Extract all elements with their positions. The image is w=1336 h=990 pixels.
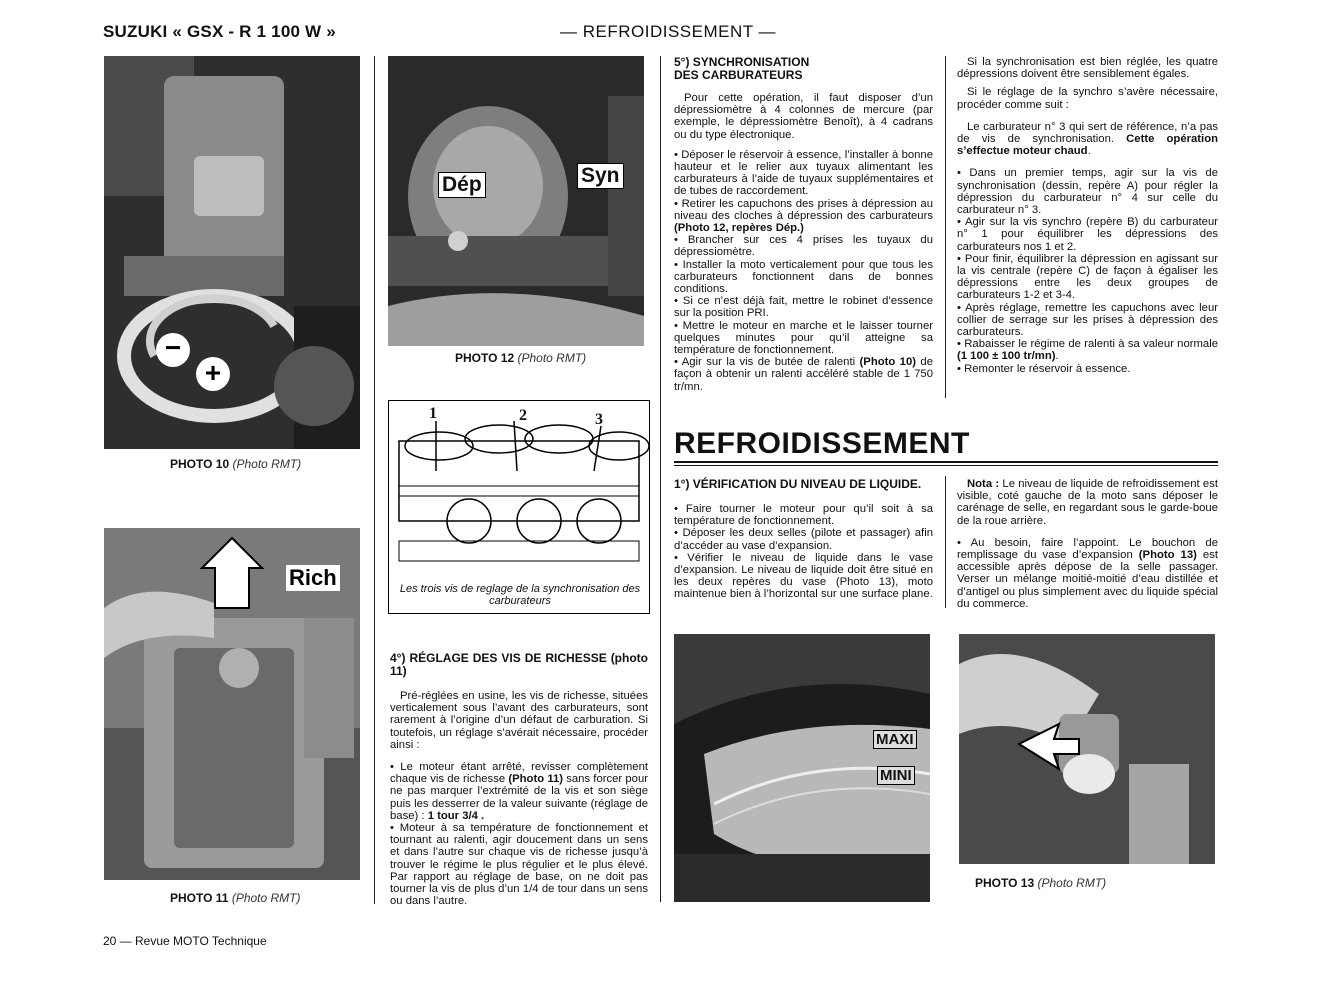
section-5-step-6: • Mettre le moteur en marche et le laisser tourner quelques minutes pour qu’il atteigne sa température de fonctionnement. <box>674 319 933 357</box>
section-5-step-7: • Agir sur la vis de butée de ralenti (Photo 10) de façon à obtenir un ralenti accéléré stable de 1 750 tr/mn. <box>674 356 933 393</box>
cooling-step-1: • Faire tourner le moteur pour qu’il soit à sa température de fonctionnement. <box>674 503 933 528</box>
header-title: SUZUKI « GSX - R 1 100 W » <box>103 22 336 41</box>
section-4-intro: Pré-réglées en usine, les vis de richesse, situées verticalement sous l’avant des carburateurs, sont rarement à l’origine d’un défaut de carburation. Si toutefois, un réglage s’avérait nécessaire, procéder ainsi : <box>390 690 648 751</box>
cooling-step-3: • Vérifier le niveau de liquide dans le vase d’expansion. Le niveau de liquide doit être situé en les deux repères du vase (Photo 13), moto maintenue bien à l’horizontal sur une surface plane. <box>674 551 933 601</box>
dep-label: Dép <box>438 172 486 198</box>
diagram-caption: Les trois vis de reglage de la synchronisation des carburateurs <box>399 583 641 607</box>
photo-12-caption <box>455 351 586 365</box>
section-5-heading-line-2: DES CARBURATEURS <box>674 68 803 82</box>
section-5-heading-line-1: 5°) SYNCHRONISATION <box>674 55 810 69</box>
section-4-step-2: • Moteur à sa température de fonctionnement et tournant au ralenti, agir doucement dans un sens et dans l’autre sur chaque vis de richesse jusqu’à trouver le régime le plus régulier et le plus élevé. Par rapport au réglage de base, on ne doit pas tourner la vis de plus d’un 1/4 de tour dans un sens ou dans l’autre. <box>390 822 648 908</box>
diagram-marker-3: 3 <box>595 411 603 428</box>
section-5-procedure-intro: Si le réglage de la synchro s’avère nécessaire, procéder comme suit : <box>957 86 1218 111</box>
section-5-continued <box>957 56 1218 375</box>
section-5-reference-note: Le carburateur n° 3 qui sert de référence, n’a pas de vis de synchronisation. Cette opération s’effectue moteur chaud. <box>957 120 1218 158</box>
rich-label: Rich <box>286 565 340 591</box>
photo-12-label: PHOTO 12 <box>455 351 515 365</box>
photo-11-label: PHOTO 11 <box>170 891 229 905</box>
title-rule <box>674 461 1218 463</box>
photo-12 <box>388 56 644 346</box>
section-title: REFROIDISSEMENT <box>674 427 970 460</box>
section-5-adjust-3: • Pour finir, équilibrer la dépression en agissant sur la vis centrale (repère C) de façon à égaliser les dépressions entre les deux groupes de carburateurs 1-2 et 3-4. <box>957 252 1218 302</box>
expansion-tank-photo <box>674 634 930 902</box>
section-header: — REFROIDISSEMENT — <box>560 22 777 41</box>
diagram-marker-2: 2 <box>519 407 527 424</box>
page-footer: 20 — Revue MOTO Technique <box>103 934 267 948</box>
photo-13-image <box>959 634 1215 864</box>
section-5-equal-note: Si la synchronisation est bien réglée, les quatre dépressions doivent être sensiblement égales. <box>957 56 1218 81</box>
cooling-check <box>674 478 933 601</box>
photo-13 <box>959 634 1215 864</box>
section-4-heading: 4°) RÉGLAGE DES VIS DE RICHESSE (photo 11) <box>390 651 648 678</box>
photo-13-credit: (Photo RMT) <box>1037 876 1107 890</box>
section-5-adjust-1: • Dans un premier temps, agir sur la vis de synchronisation (dessin, repère A) pour régler la dépression du carburateur n° 4 sur celle du carburateur n° 3. <box>957 167 1218 217</box>
photo-11 <box>104 528 360 880</box>
column-rule <box>374 56 375 904</box>
column-rule <box>660 56 661 902</box>
column-rule <box>945 56 946 398</box>
section-5-adjust-6: • Remonter le réservoir à essence. <box>957 362 1131 375</box>
maxi-label: MAXI <box>873 730 917 749</box>
title-rule-thin <box>674 465 1218 466</box>
photo-12-credit: (Photo RMT) <box>517 351 587 365</box>
section-5 <box>674 56 933 393</box>
syn-label: Syn <box>577 163 624 189</box>
cooling-check-heading: 1°) VÉRIFICATION DU NIVEAU DE LIQUIDE. <box>674 477 922 491</box>
section-5-step-4: • Installer la moto verticalement pour que tous les carburateurs fonctionnent dans de bonnes conditions. <box>674 258 933 296</box>
section-5-step-5: • Si ce n’est déjà fait, mettre le robinet d’essence sur la position PRI. <box>674 295 933 320</box>
photo-10-caption <box>170 457 301 471</box>
section-5-adjust-2: • Agir sur la vis synchro (repère B) du carburateur n° 1 pour équilibrer les dépressions des carburateurs nos 1 et 2. <box>957 216 1218 253</box>
photo-11-caption <box>170 891 301 905</box>
photo-10-label: PHOTO 10 <box>170 457 230 471</box>
section-5-adjust-5: • Rabaisser le régime de ralenti à sa valeur normale (1 100 ± 100 tr/mn). <box>957 338 1218 363</box>
photo-13-label: PHOTO 13 <box>975 876 1035 890</box>
photo-13-caption <box>975 876 1106 890</box>
photo-10-image <box>104 56 360 449</box>
section-5-intro: Pour cette opération, il faut disposer d’un dépressiomètre à 4 colonnes de mercure (par exemple, le dépressiomètre Benoît), à 4 cadrans ou du type électronique. <box>674 92 933 141</box>
cooling-step-2: • Déposer les deux selles (pilote et passager) afin d’accéder au vase d’expansion. <box>674 527 933 552</box>
section-4-step-1: • Le moteur étant arrêté, revisser complètement chaque vis de richesse (Photo 11) sans forcer pour ne pas marquer l’extrémité de la vis et son siège puis les desserrer de la valeur suivante (réglage de base) : 1 tour 3/4 . <box>390 761 649 822</box>
section-4 <box>390 652 648 913</box>
minus-icon: − <box>156 333 190 367</box>
section-5-step-2: • Retirer les capuchons des prises à dépression au niveau des cloches à dépression des carburateurs (Photo 12, repères Dép.) <box>674 197 933 235</box>
mini-label: MINI <box>877 766 915 785</box>
cooling-note <box>957 478 1218 610</box>
plus-icon: + <box>196 357 230 391</box>
diagram-marker-1: 1 <box>429 405 437 422</box>
photo-10 <box>104 56 360 449</box>
cooling-step-4: • Au besoin, faire l’appoint. Le bouchon de remplissage du vase d’expansion (Photo 13) est accessible après dépose de la selle passager. Verser un mélange moitié-moitié d’eau distillée et d’antigel ou plus simplement avec du liquide spécial du commerce. <box>957 536 1218 610</box>
section-5-adjust-4: • Après réglage, remettre les capuchons avec leur collier de serrage sur les prises à dépression des carburateurs. <box>957 301 1218 339</box>
carburetor-drawing <box>389 401 649 573</box>
photo-11-credit: (Photo RMT) <box>231 891 301 905</box>
carburetor-diagram <box>388 400 650 614</box>
photo-12-image <box>388 56 644 346</box>
section-5-step-3: • Brancher sur ces 4 prises les tuyaux du dépressiomètre. <box>674 234 933 259</box>
photo-10-credit: (Photo RMT) <box>232 457 302 471</box>
nota: Nota : Le niveau de liquide de refroidissement est visible, coté gauche de la moto sans déposer le carénage de selle, en regardant sous le garde-boue de la roue arrière. <box>957 478 1218 527</box>
column-rule <box>945 476 946 608</box>
section-5-step-1: • Déposer le réservoir à essence, l’installer à bonne hauteur et le relier aux tuyaux alimentant les carburateurs à l’aide de tuyaux supplémentaires et de tubes de raccordement. <box>674 148 933 198</box>
